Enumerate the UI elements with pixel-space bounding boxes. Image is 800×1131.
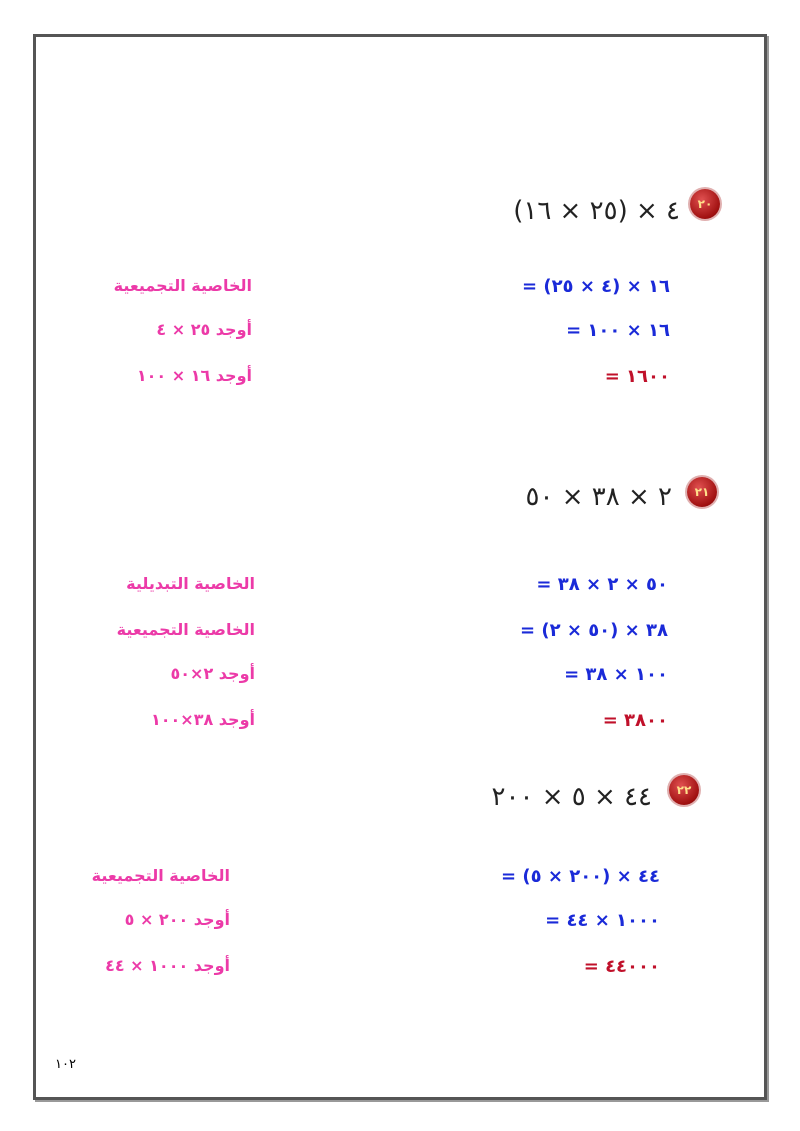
step-note: أوجد ٣٨×١٠٠ — [150, 710, 255, 729]
step-note: أوجد ٢٠٠ × ٥ — [124, 910, 230, 929]
solution-result: = ٤٤٠٠٠ — [583, 956, 660, 977]
solution-step: = ١٦ × (٤ × ٢٥) — [521, 276, 670, 297]
solution-step: = (٥٠ × ٢) × ٣٨ — [519, 620, 668, 641]
solution-step: = ١٠٠٠ × ٤٤ — [545, 910, 660, 931]
step-note: أوجد ١٦ × ١٠٠ — [136, 366, 252, 385]
solution-result: = ١٦٠٠ — [604, 366, 670, 387]
problem-number-badge: ٢١ — [687, 477, 717, 507]
page-frame — [33, 34, 767, 1100]
step-note: أوجد ٢×٥٠ — [170, 664, 255, 683]
step-note: الخاصية التبديلية — [126, 574, 255, 593]
problem-number-badge: ٢٠ — [690, 189, 720, 219]
problem-expression: ٢ × ٣٨ × ٥٠ — [525, 482, 672, 512]
solution-step: = ١٦ × ١٠٠ — [566, 320, 670, 341]
step-note: الخاصية التجميعية — [116, 620, 255, 639]
solution-step: = (٢٠٠ × ٥) × ٤٤ — [501, 866, 660, 887]
step-note: أوجد ١٠٠٠ × ٤٤ — [105, 956, 230, 975]
solution-result: = ٣٨٠٠ — [602, 710, 668, 731]
problem-number-badge: ٢٢ — [669, 775, 699, 805]
step-note: الخاصية التجميعية — [91, 866, 230, 885]
step-note: الخاصية التجميعية — [113, 276, 252, 295]
problem-expression: ٤٤ × ٥ × ٢٠٠ — [491, 782, 652, 812]
solution-step: = ١٠٠ × ٣٨ — [564, 664, 668, 685]
solution-step: = ٥٠ × ٢ × ٣٨ — [536, 574, 668, 595]
step-note: أوجد ٢٥ × ٤ — [156, 320, 252, 339]
page-number: ١٠٢ — [55, 1057, 76, 1072]
problem-expression: ٤ × (٢٥ × ١٦) — [513, 196, 680, 226]
